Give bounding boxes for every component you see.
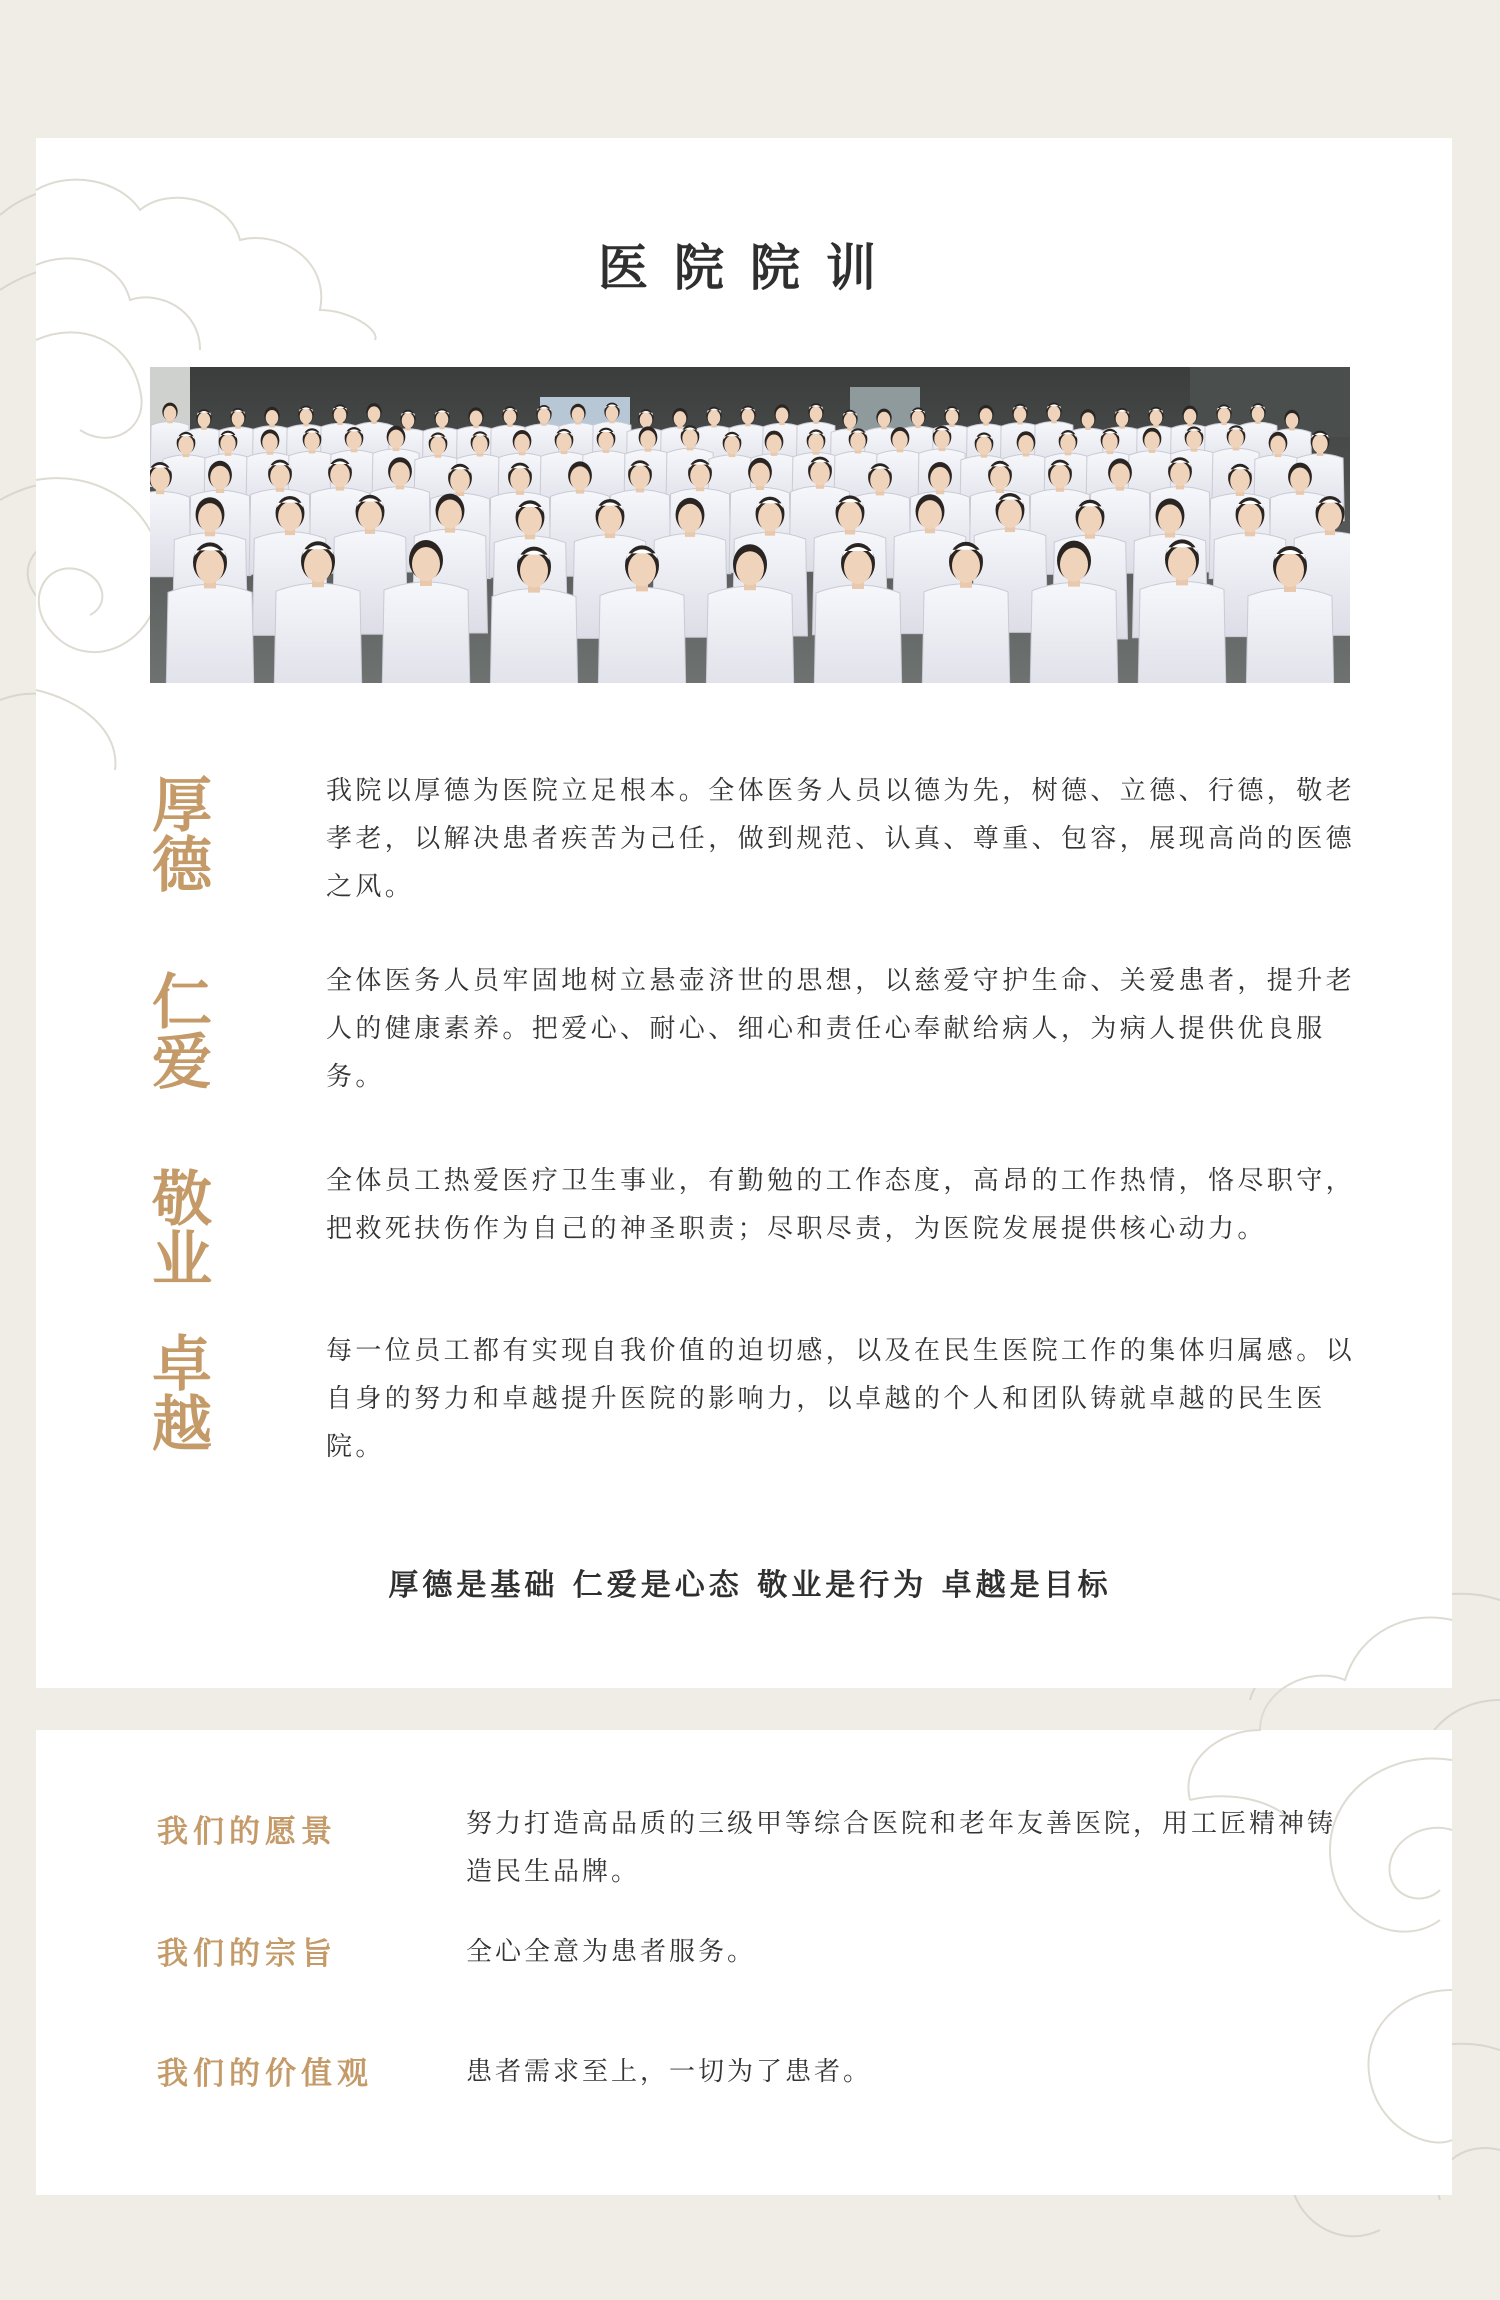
value-heading-renai: 仁爱	[152, 968, 234, 1098]
team-photo	[150, 367, 1350, 683]
value-heading-zhuoyue: 卓越	[152, 1330, 234, 1460]
value-heading-jingye: 敬业	[152, 1165, 234, 1295]
value-text-houde: 我院以厚德为医院立足根本。全体医务人员以德为先，树德、立德、行德，敬老孝老，以解决患者疾苦为己任，做到规范、认真、尊重、包容，展现高尚的医德之风。	[326, 776, 1356, 902]
value-text-jingye: 全体员工热爱医疗卫生事业，有勤勉的工作态度，高昂的工作热情，恪尽职守，把救死扶伤作为自己的神圣职责；尽职尽责，为医院发展提供核心动力。	[326, 1166, 1356, 1244]
purpose-text: 全心全意为患者服务。	[466, 1937, 757, 1967]
purpose-label: 我们的宗旨	[157, 1936, 337, 1972]
values-text: 患者需求至上，一切为了患者。	[466, 2057, 873, 2087]
page-title: 医院院训	[598, 238, 902, 297]
vision-text: 努力打造高品质的三级甲等综合医院和老年友善医院，用工匠精神铸造民生品牌。	[466, 1809, 1337, 1887]
vision-label: 我们的愿景	[157, 1814, 337, 1850]
motto: 厚德是基础 仁爱是心态 敬业是行为 卓越是目标	[388, 1568, 1112, 1603]
value-heading-houde: 厚德	[152, 771, 234, 901]
value-text-zhuoyue: 每一位员工都有实现自我价值的迫切感，以及在民生医院工作的集体归属感。以自身的努力和卓越提升医院的影响力，以卓越的个人和团队铸就卓越的民生医院。	[326, 1336, 1356, 1462]
value-text-renai: 全体医务人员牢固地树立悬壶济世的思想，以慈爱守护生命、关爱患者，提升老人的健康素养。把爱心、耐心、细心和责任心奉献给病人，为病人提供优良服务。	[326, 966, 1356, 1092]
values-label: 我们的价值观	[157, 2056, 373, 2092]
